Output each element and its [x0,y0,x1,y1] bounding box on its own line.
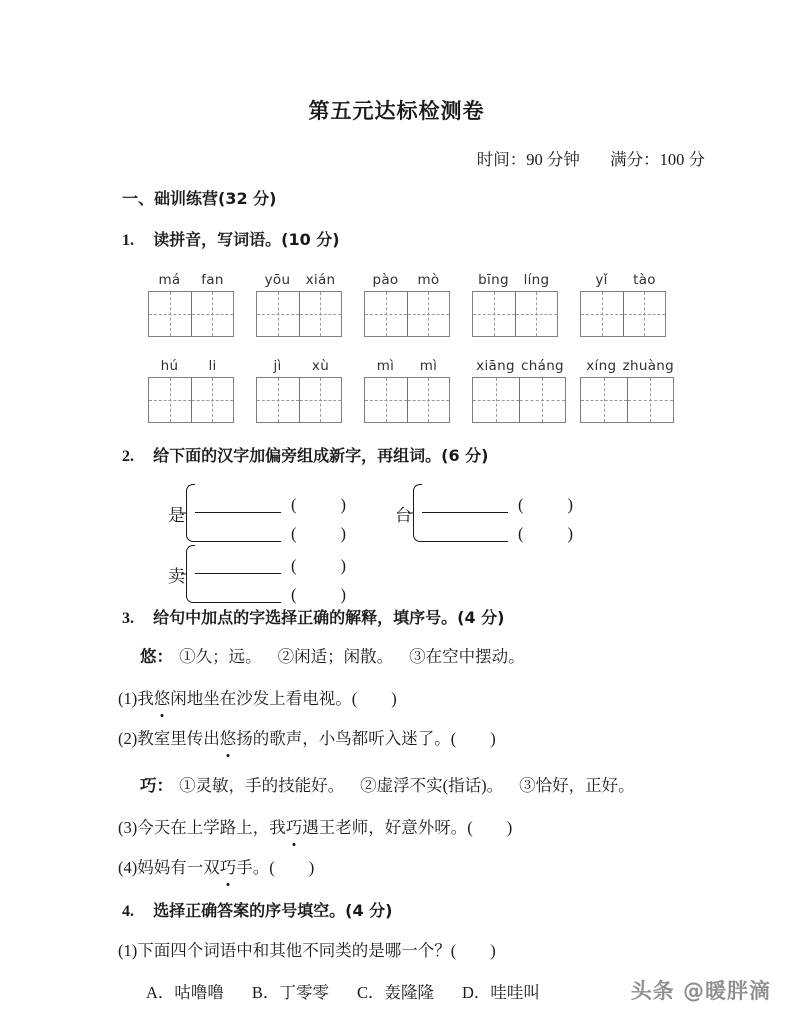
pinyin-grid-row-1 [148,272,666,337]
grid-cell[interactable] [473,292,515,336]
definition-item: ①灵敏，手的技能好。 [179,776,345,795]
pinyin-syllable: mì [376,358,395,374]
brace-row [422,514,573,542]
sentence-post: 手。( [236,858,275,877]
writing-grid[interactable] [364,291,450,337]
answer-line[interactable] [422,514,508,542]
pinyin-syllable: hú [160,358,179,374]
paren-open: ( [291,584,297,604]
brace-row [422,485,573,513]
pinyin-labels [580,358,674,374]
pinyin-labels [364,358,450,374]
grid-cell[interactable] [257,292,299,336]
pinyin-labels [256,272,342,288]
pinyin-labels [364,272,450,288]
pinyin-grid-unit [256,358,342,423]
option-d-label: D． [461,983,491,1002]
item-number: (1) [118,689,138,708]
pinyin-syllable: xù [311,358,330,374]
option-c-text: 轰隆隆 [384,983,434,1002]
paren-open: ( [291,555,297,575]
pinyin-syllable: pào [372,272,399,288]
writing-grid[interactable] [472,291,558,337]
pinyin-syllable: cháng [521,358,564,374]
answer-parentheses[interactable] [291,523,346,543]
brace-group-shi [168,484,346,542]
answer-line[interactable] [195,575,281,603]
paren-open: ( [518,494,524,514]
sentence-item-4 [118,856,314,881]
definition-item: ②虚浮不实(指话)。 [360,776,504,795]
grid-cell[interactable] [149,378,191,422]
definition-item: ②闲适；闲散。 [277,647,394,666]
grid-cell[interactable] [407,292,450,336]
brace-row [195,485,346,513]
pinyin-syllable: xián [305,272,336,288]
dotted-character: 悠 [154,687,171,712]
paren-close: ) [340,584,346,604]
answer-parentheses[interactable] [518,494,573,514]
brace-rows [422,484,573,542]
grid-cell[interactable] [191,292,234,336]
answer-parentheses[interactable] [291,584,346,604]
pinyin-syllable: yōu [264,272,291,288]
pinyin-syllable: xíng [586,358,617,374]
writing-grid[interactable] [256,377,342,423]
writing-grid[interactable] [148,377,234,423]
grid-cell[interactable] [365,292,407,336]
paren-close: ) [506,818,513,837]
brace-rows [195,484,346,542]
pinyin-syllable: xiāng [476,358,515,374]
grid-cell[interactable] [365,378,407,422]
option-d[interactable] [462,979,540,1003]
grid-cell[interactable] [191,378,234,422]
grid-cell[interactable] [581,378,627,422]
paren-close: ) [490,729,496,748]
pinyin-syllable: fan [201,272,224,288]
pinyin-syllable: mò [417,272,440,288]
grid-cell[interactable] [299,378,342,422]
option-a-text: 咕噜噜 [174,983,224,1002]
pinyin-labels [580,272,666,288]
brace-group-mai [168,545,346,603]
paren-close: ) [490,941,496,960]
pinyin-syllable: bīng [478,272,509,288]
grid-cell[interactable] [473,378,519,422]
option-b[interactable] [252,979,329,1003]
writing-grid[interactable] [472,377,566,423]
sentence-pre: 教室里传出 [137,729,220,748]
question-2-number: 2. [122,448,134,465]
definition-key: 巧： [140,776,173,795]
pinyin-grid-unit [364,272,450,337]
pinyin-syllable: yǐ [595,272,608,288]
pinyin-syllable: jì [273,358,282,374]
pinyin-labels [148,272,234,288]
paren-open: ( [518,523,524,543]
pinyin-syllable: zhuàng [622,358,674,374]
pinyin-labels [148,358,234,374]
pinyin-grid-unit [148,272,234,337]
sentence-pre: 今天在上学路上，我 [137,818,286,837]
writing-grid[interactable] [364,377,450,423]
pinyin-syllable: mì [419,358,438,374]
brace-rows [195,545,346,603]
item-number: (4) [118,858,138,877]
brace-group-tai [395,484,573,542]
sentence-pre: 妈妈有一双 [137,858,220,877]
pinyin-syllable: líng [523,272,550,288]
paren-close: ) [391,689,397,708]
pinyin-grid-row-2 [148,358,674,423]
question-4-number: 4. [122,903,134,920]
item-text: 下面四个词语中和其他不同类的是哪一个？( [137,941,457,960]
question-4-item-1 [118,939,496,964]
answer-line[interactable] [195,485,281,513]
item-number: (3) [118,818,138,837]
paren-close: ) [308,858,315,877]
grid-cell[interactable] [299,292,342,336]
question-1-text: 读拼音，写词语。(10 分) [153,230,340,249]
question-3-heading [122,606,505,631]
sentence-item-1 [118,687,397,712]
sentence-post: 扬的歌声，小鸟都听入迷了。( [236,729,457,748]
paren-close: ) [340,555,346,575]
sentence-item-3 [118,816,512,841]
answer-parentheses[interactable] [291,494,346,514]
grid-cell[interactable] [623,292,666,336]
definition-item: ①久；远。 [179,647,262,666]
option-a-label: A． [146,983,175,1002]
definition-key: 悠： [140,647,173,666]
page-title: 第五元达标检测卷 [308,99,485,123]
paren-close: ) [567,494,573,514]
definition-item: ③在空中摆动。 [409,647,525,666]
grid-cell[interactable] [519,378,566,422]
brace-icon [186,484,195,542]
definition-item: ③恰好，正好。 [519,776,635,795]
definition-line-qiao [140,774,635,799]
grid-cell[interactable] [407,378,450,422]
grid-cell[interactable] [627,378,674,422]
paper-meta [0,146,705,170]
answer-line[interactable] [195,546,281,574]
question-1-heading [122,228,340,253]
watermark: 头条 @暖胖滴 [630,979,771,1003]
answer-parentheses[interactable] [518,523,573,543]
score-label: 满分：100 分 [610,150,705,169]
writing-grid[interactable] [580,291,666,337]
sentence-item-2 [118,727,496,752]
option-d-text: 哇哇叫 [490,983,540,1002]
paren-close: ) [567,523,573,543]
pinyin-grid-unit [364,358,450,423]
option-b-label: B． [251,983,280,1002]
paren-open: ( [291,523,297,543]
pinyin-labels [472,358,566,374]
base-character: 卖 [168,566,185,586]
question-3-text: 给句中加点的字选择正确的解释，填序号。(4 分) [153,608,505,627]
paren-close: ) [340,523,346,543]
pinyin-grid-unit [256,272,342,337]
paren-open: ( [291,494,297,514]
dotted-character: 巧 [220,856,237,881]
pinyin-grid-unit [580,358,674,423]
grid-cell[interactable] [581,292,623,336]
pinyin-syllable: li [208,358,217,374]
definition-line-you [140,645,525,670]
pinyin-grid-unit [580,272,666,337]
dotted-character: 巧 [286,816,303,841]
grid-cell[interactable] [149,292,191,336]
item-number: (1) [118,941,138,960]
brace-icon [413,484,422,542]
pinyin-grid-unit [472,272,558,337]
sentence-post: 遇王老师，好意外呀。( [302,818,473,837]
answer-line[interactable] [195,514,281,542]
question-4-text: 选择正确答案的序号填空。(4 分) [153,901,393,920]
brace-row [195,514,346,542]
base-character: 台 [395,505,412,525]
question-3-number: 3. [122,610,134,627]
pinyin-grid-unit [148,358,234,423]
writing-grid[interactable] [148,291,234,337]
question-2-heading [122,444,489,469]
question-4-heading [122,899,393,924]
option-b-text: 丁零零 [279,983,329,1002]
writing-grid[interactable] [580,377,674,423]
answer-parentheses[interactable] [291,555,346,575]
sentence-pre: 我 [137,689,154,708]
question-1-number: 1. [122,232,134,249]
grid-cell[interactable] [257,378,299,422]
writing-grid[interactable] [256,291,342,337]
section-heading: 一、础训练营(32 分) [122,189,277,208]
answer-line[interactable] [422,485,508,513]
pinyin-syllable: má [158,272,181,288]
paren-close: ) [340,494,346,514]
option-c[interactable] [357,979,434,1003]
brace-row [195,575,346,603]
brace-icon [186,545,195,603]
dotted-character: 悠 [220,727,237,752]
base-character: 是 [168,505,185,525]
pinyin-labels [256,358,342,374]
pinyin-labels [472,272,558,288]
sentence-post: 闲地坐在沙发上看电视。( [170,689,358,708]
grid-cell[interactable] [515,292,558,336]
time-label: 时间：90 分钟 [476,150,580,169]
option-c-label: C． [356,983,385,1002]
question-2-text: 给下面的汉字加偏旁组成新字，再组词。(6 分) [153,446,489,465]
item-number: (2) [118,729,138,748]
pinyin-syllable: tào [633,272,656,288]
pinyin-grid-unit [472,358,566,423]
brace-row [195,546,346,574]
question-4-options [146,979,540,1003]
option-a[interactable] [146,979,224,1003]
